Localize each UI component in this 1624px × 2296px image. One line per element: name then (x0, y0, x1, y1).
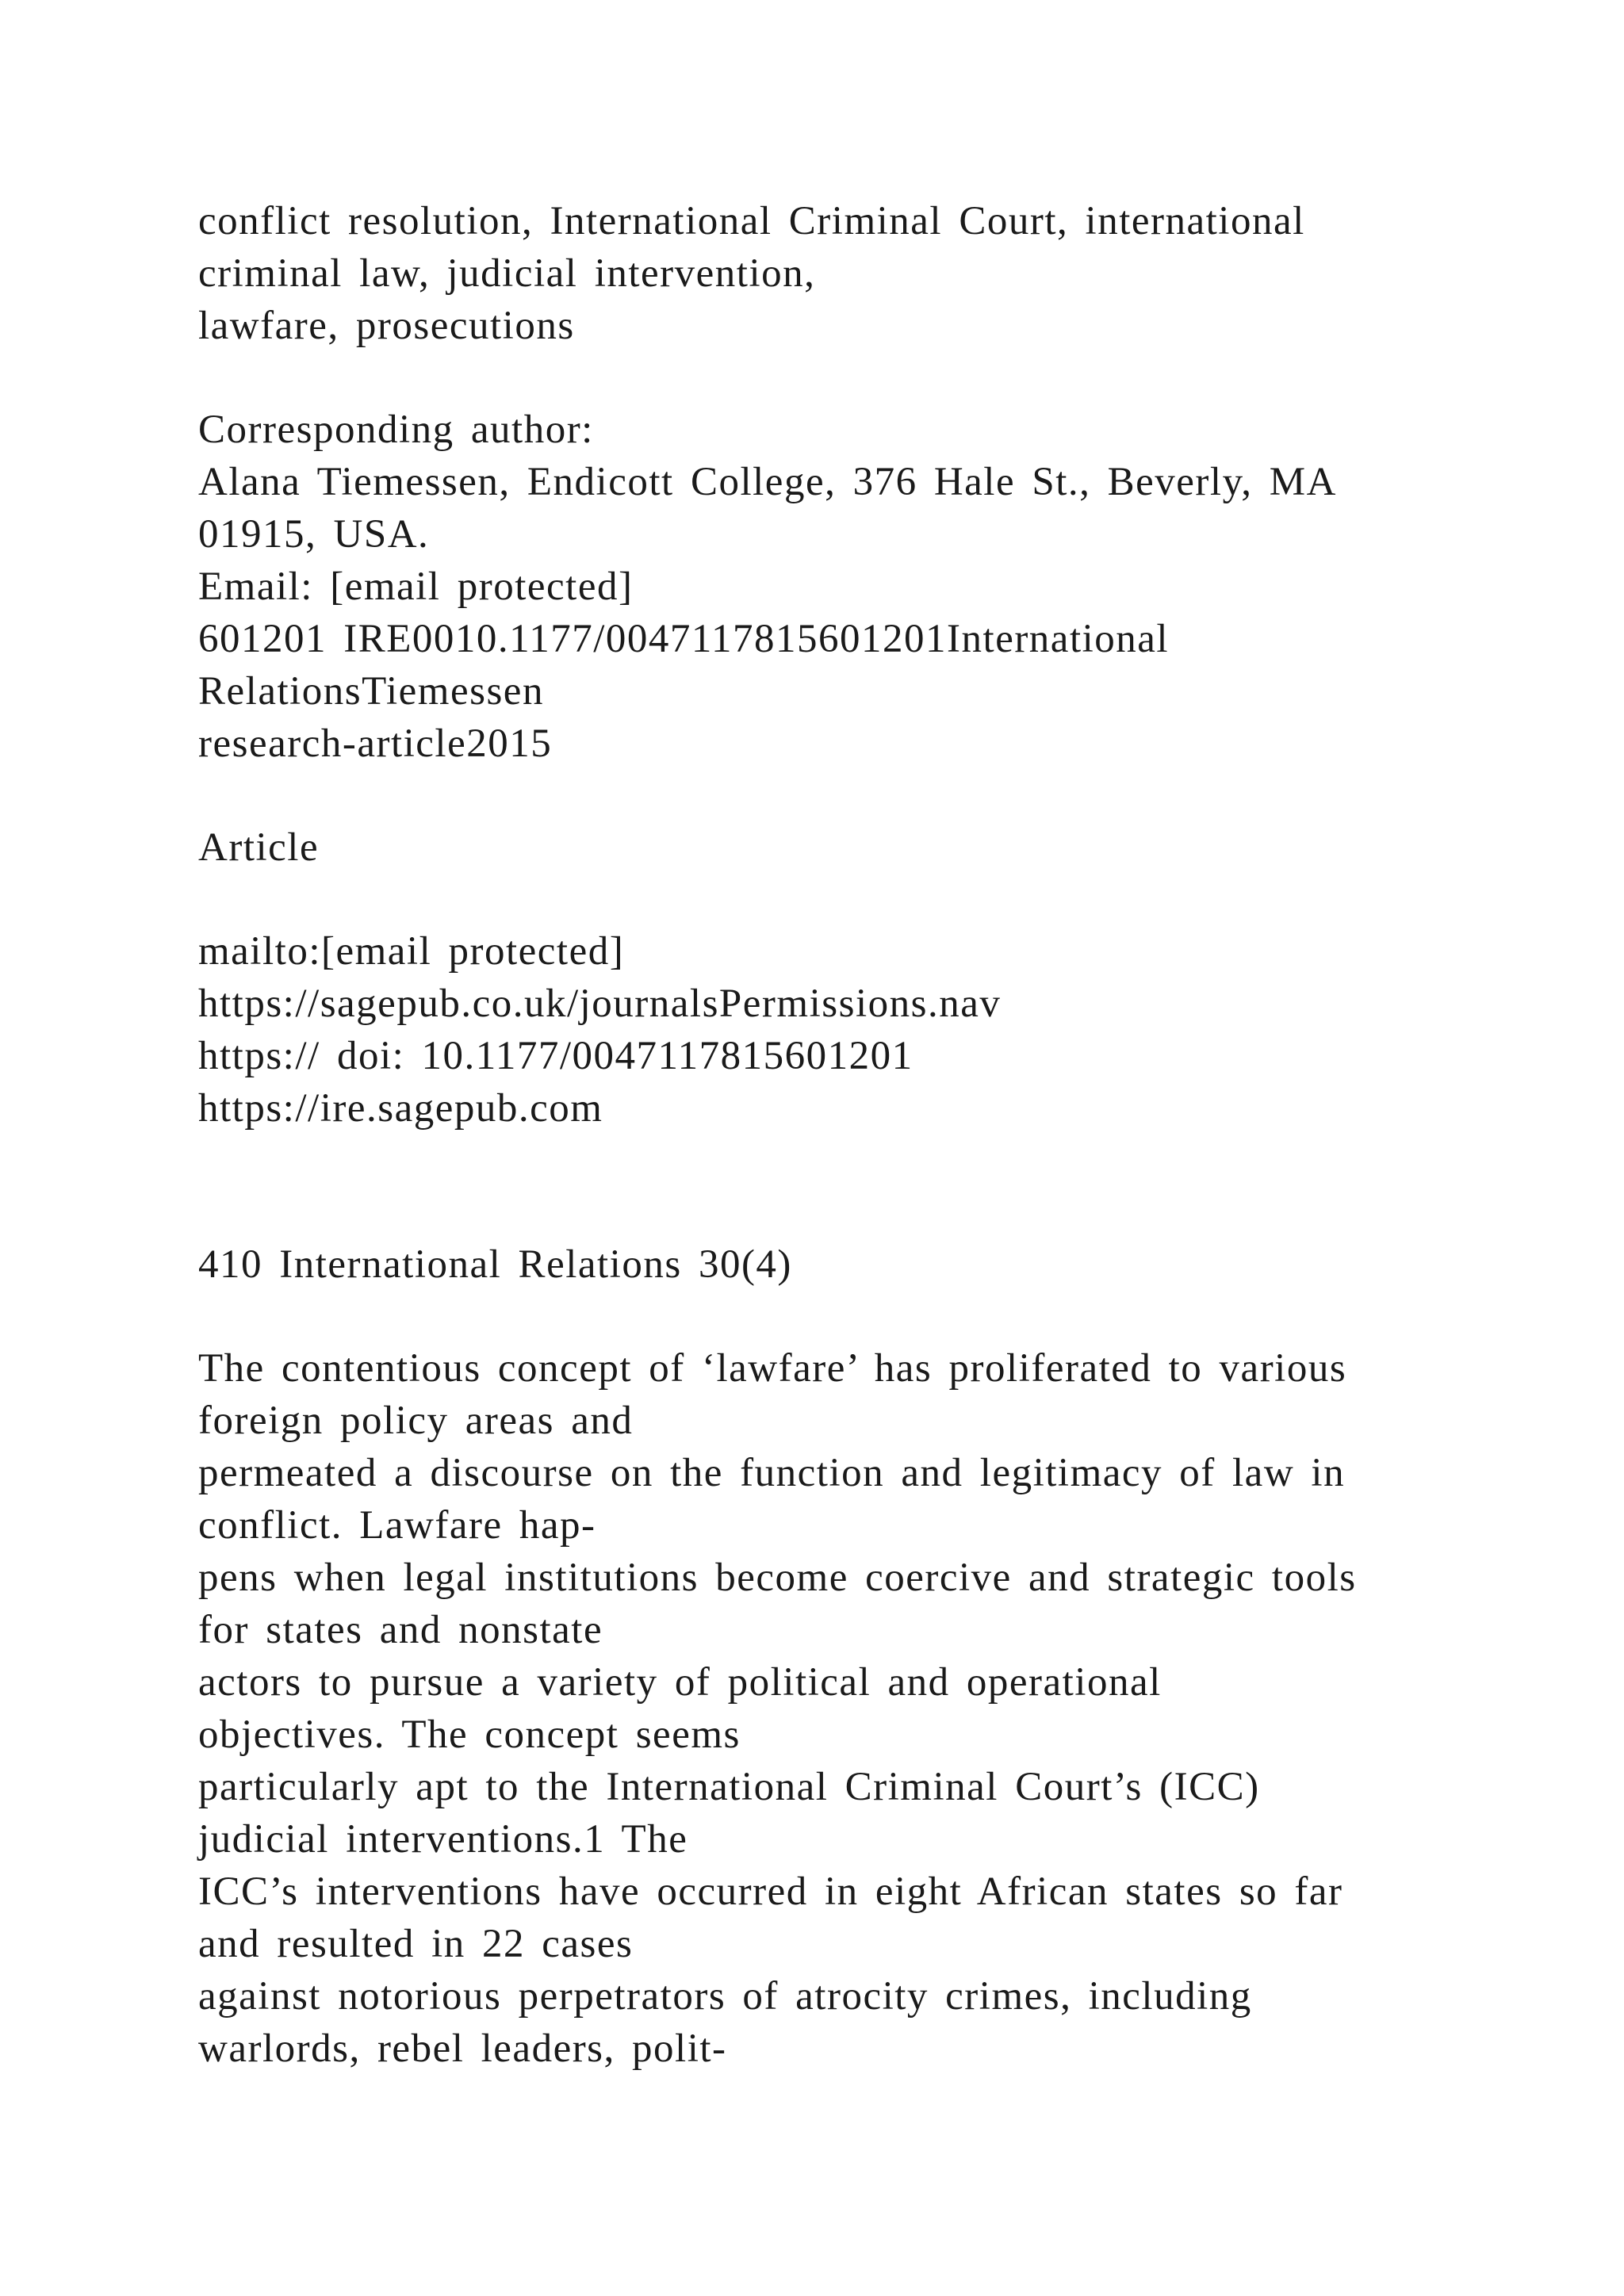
article-type-label: Article (198, 825, 320, 870)
permissions-link[interactable]: https://sagepub.co.uk/journalsPermissions.nav (198, 982, 1002, 1026)
body-line: particularly apt to the International Criminal Court’s (ICC) (198, 1765, 1260, 1809)
author-email: Email: [email protected] (198, 564, 634, 609)
corresponding-author-heading: Corresponding author: (198, 408, 594, 452)
body-line: ICC’s interventions have occurred in eight African states so far (198, 1869, 1343, 1914)
body-line: foreign policy areas and (198, 1399, 634, 1443)
correspondence-block (198, 404, 1467, 770)
keywords-block (198, 195, 1467, 352)
keywords-line: conflict resolution, International Criminal Court, international (198, 199, 1305, 243)
author-address-line: Alana Tiemessen, Endicott College, 376 Hale St., Beverly, MA (198, 460, 1337, 504)
body-paragraph (198, 1342, 1467, 2075)
article-metadata-line: 601201 IRE0010.1177/0047117815601201International (198, 617, 1170, 661)
body-line: objectives. The concept seems (198, 1712, 741, 1757)
mailto-link[interactable]: mailto:[email protected] (198, 929, 625, 974)
body-line: for states and nonstate (198, 1608, 603, 1652)
author-address-line: 01915, USA. (198, 512, 430, 557)
body-line: conflict. Lawfare hap- (198, 1503, 596, 1548)
body-line: pens when legal institutions become coercive and strategic tools (198, 1556, 1357, 1600)
body-line: warlords, rebel leaders, polit- (198, 2026, 727, 2071)
body-line: and resulted in 22 cases (198, 1922, 634, 1966)
article-type-block (198, 821, 1467, 874)
running-head: 410 International Relations 30(4) (198, 1242, 792, 1287)
journal-link[interactable]: https://ire.sagepub.com (198, 1086, 603, 1131)
keywords-line: lawfare, prosecutions (198, 304, 575, 348)
article-metadata-line: research-article2015 (198, 721, 553, 766)
body-line: actors to pursue a variety of political and operational (198, 1660, 1162, 1705)
article-metadata-line: RelationsTiemessen (198, 669, 544, 714)
body-line: permeated a discourse on the function and legitimacy of law in (198, 1451, 1346, 1495)
body-line: against notorious perpetrators of atrocity crimes, including (198, 1974, 1252, 2019)
links-block (198, 925, 1467, 1135)
body-line: The contentious concept of ‘lawfare’ has proliferated to various (198, 1346, 1347, 1391)
doi-link[interactable]: https:// doi: 10.1177/0047117815601201 (198, 1034, 914, 1078)
keywords-line: criminal law, judicial intervention, (198, 251, 816, 296)
running-head-block (198, 1238, 1467, 1291)
body-line: judicial interventions.1 The (198, 1817, 688, 1862)
